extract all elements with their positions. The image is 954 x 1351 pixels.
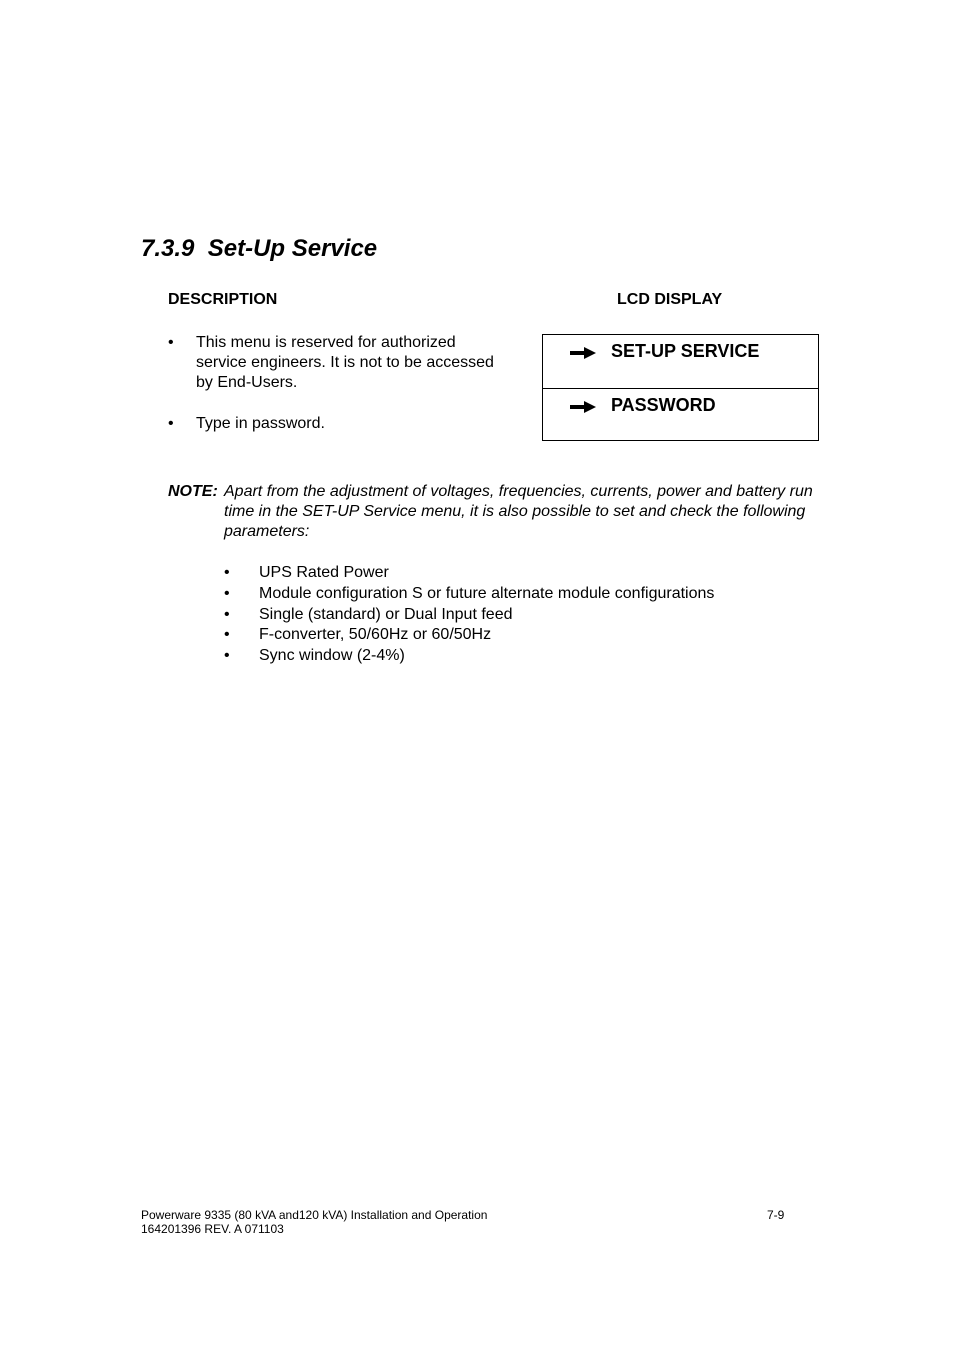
right-arrow-icon (570, 346, 596, 360)
bullet-icon: • (168, 415, 174, 432)
section-heading (141, 235, 377, 263)
lcd-row-label: SET-UP SERVICE (611, 341, 760, 361)
bullet-icon: • (224, 605, 230, 623)
list-item (224, 625, 824, 646)
parameter-list (224, 563, 824, 667)
parameter-text: Module configuration S or future alternate module configurations (259, 584, 715, 602)
section-number: 7.3.9 (141, 235, 195, 262)
bullet-icon: • (224, 564, 230, 581)
footer-document-title: Powerware 9335 (80 kVA and120 kVA) Installation and Operation (141, 1208, 488, 1222)
right-arrow-icon (570, 400, 596, 414)
lcd-row-set-up-service (543, 335, 818, 387)
list-item (224, 646, 824, 667)
section-title: Set-Up Service (207, 235, 378, 262)
lcd-row-password (543, 388, 818, 441)
parameter-text: F-converter, 50/60Hz or 60/50Hz (259, 626, 492, 644)
list-item (168, 414, 508, 434)
bullet-icon: • (224, 584, 230, 602)
list-item (224, 563, 824, 584)
description-item-text: Type in password. (196, 415, 325, 432)
note-block (168, 482, 838, 542)
parameter-text: Single (standard) or Dual Input feed (259, 605, 513, 623)
parameter-text: UPS Rated Power (259, 564, 389, 581)
lcd-row-label: PASSWORD (611, 395, 716, 415)
description-list (168, 333, 508, 434)
list-item (168, 333, 508, 393)
description-column-heading: DESCRIPTION (168, 291, 278, 308)
bullet-icon: • (224, 626, 230, 644)
list-item (224, 605, 824, 626)
description-item-text: This menu is reserved for authorized service engineers. It is not to be accessed by End-Users. (196, 334, 494, 391)
footer-revision: 164201396 REV. A 071103 (141, 1222, 284, 1236)
lcd-display-column-heading: LCD DISPLAY (617, 291, 723, 308)
note-text: Apart from the adjustment of voltages, frequencies, currents, power and battery run time in the SET-UP Service menu, it is also possible to set and check the following parameters: (224, 483, 813, 540)
note-label: NOTE: (168, 483, 218, 500)
footer-page-number: 7-9 (767, 1208, 785, 1222)
bullet-icon: • (168, 334, 174, 351)
bullet-icon: • (224, 647, 230, 665)
list-item (224, 584, 824, 605)
parameter-text: Sync window (2-4%) (259, 647, 405, 665)
lcd-display-panel (542, 334, 819, 441)
